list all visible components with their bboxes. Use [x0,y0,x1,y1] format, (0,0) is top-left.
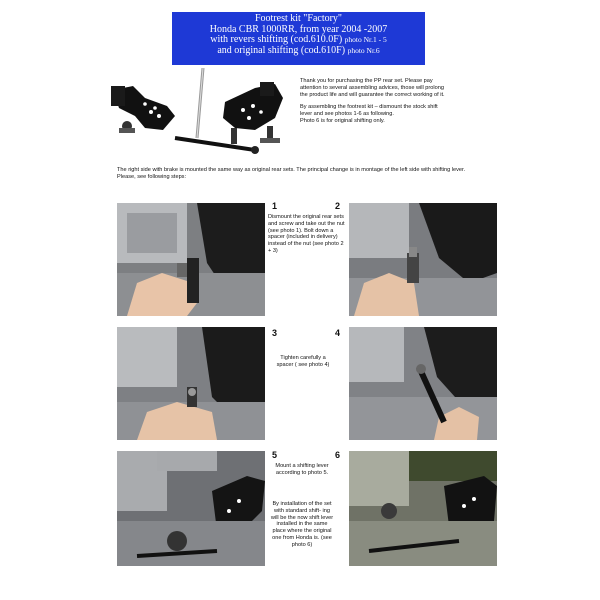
title-line-3-note: photo Nr.1 - 5 [344,35,387,44]
step-number-6: 6 [335,450,341,460]
step-text-6: By installation of the set with standard shift- ing will be the now shift lever installed in the same place where the original one from Honda is. (see photo 6) [270,501,334,548]
intro-paragraph-2-text: By assembling the footrest kit – dismount the stock shift lever and see photos 1-6 as following. [300,103,438,117]
step-text-5: Mount a shifting lever according to photo 5. [275,463,329,476]
step-text-3-4: Tighten carefully a spacer ( see photo 4) [276,355,330,368]
note-line-1: The right side with brake is mounted the same way as original rear sets. The principal change is in montage of the left side with shifting lever. [117,167,466,173]
step-number-2: 2 [335,201,341,211]
note-line-2: Please, see following steps: [117,174,187,180]
step-number-3: 3 [272,328,278,338]
photo-1 [117,203,265,316]
title-line-2: Honda CBR 1000RR, from year 2004 -2007 [209,23,388,35]
title-box [172,12,425,65]
photo-5-image [117,451,265,566]
footrest-kit-image [105,68,295,160]
photo-3 [117,327,265,440]
photo-4-image [349,327,497,440]
photo-4 [349,327,497,440]
title-line-1: Footrest kit "Factory" [254,13,343,24]
title-line-4-text: and original shifting (cod.610F) [217,44,346,56]
intro-paragraph-2 [300,104,450,125]
intro-paragraph-1: Thank you for purchasing the PP rear set. Please pay attention to several assembling advices, those will prolong the product life and will guarantee the correct working of it. [300,78,445,98]
photo-6 [349,451,497,566]
photo-1-image [117,203,265,316]
photo-2-image [349,203,497,316]
step-text-1-2: Dismount the original rear sets and screw and take out the nut (see photo 1). Bolt down a spacer (included in delivery) instead of the nut (see photo 2 + 3) [268,214,345,254]
title-line-4-note: photo Nr.6 [347,45,380,55]
step-number-4: 4 [335,328,341,338]
photo-6-image [349,451,497,566]
step-number-1: 1 [272,201,278,211]
footrest-kit-illustration [105,68,295,160]
assembly-note [117,167,497,181]
photo-3-image [117,327,265,440]
photo-2 [349,203,497,316]
intro-paragraph-3-text: Photo 6 is for original shifting only. [300,117,385,124]
title-line-3-text: with revers shifting (cod.610.0F) [210,34,343,45]
step-number-5: 5 [272,450,278,460]
title-line-4 [172,46,425,57]
intro-text [300,78,450,129]
photo-5 [117,451,265,566]
